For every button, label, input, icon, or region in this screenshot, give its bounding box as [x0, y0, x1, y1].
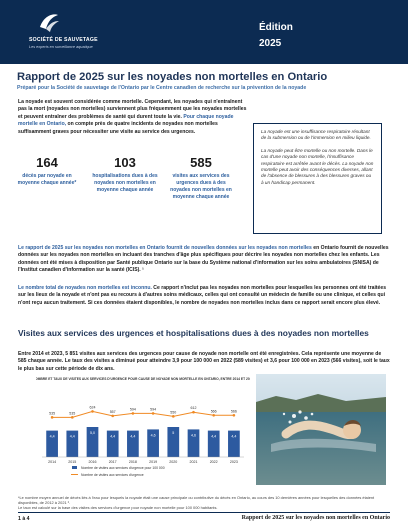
x-tick-label: 2019 — [149, 460, 158, 464]
line-data-label: 594 — [129, 407, 136, 412]
x-tick-label: 2014 — [48, 460, 57, 464]
definition-text-1: La noyade est une insuffisance respiratoire résultant de la submersion ou de l'immersion en milieu liquide. — [261, 129, 371, 141]
footnotes — [18, 495, 390, 511]
er-visits-chart — [36, 373, 250, 485]
count-point — [212, 414, 215, 417]
footnote-1: *Le nombre moyen annuel de décès liés à l'eau pour lesquels la noyade était une cause principale ou contributive du décès en Ontario, au cours des 10 dernières années pour lesquelles des données étaient disponibles, de 2012 à 2021 ². — [18, 495, 375, 506]
bar-data-label: 4,4 — [110, 434, 116, 439]
bar-data-label: 4,6 — [191, 433, 196, 438]
count-point — [111, 415, 114, 418]
report-description-highlight: Le rapport de 2025 sur les noyades non mortelles en Ontario fournit de nouvelles données sur les noyades non mortelles — [18, 245, 312, 251]
legend-label: Nombre de visites aux services d'urgence — [81, 473, 144, 477]
line-data-label: 550 — [170, 410, 177, 415]
page-subtitle: Préparé pour la Société de sauvetage de l'Ontario par le Centre canadien de recherche sur la prévention de la noyade — [17, 85, 307, 91]
bar-data-label: 5 — [172, 431, 175, 435]
bar-data-label: 4,4 — [49, 434, 55, 439]
society-logo-icon — [38, 11, 60, 33]
intro-highlight: Pour chaque noyade mortelle en Ontario, — [18, 113, 234, 128]
count-point — [132, 412, 135, 415]
line-data-label: 535 — [69, 411, 76, 416]
bar-data-label: 4,4 — [231, 434, 237, 439]
x-tick-label: 2021 — [189, 460, 198, 464]
intro-paragraph — [18, 99, 250, 136]
legend-label: Nombre de visites aux services d'urgence pour 100 000 — [81, 466, 165, 470]
line-data-label: 612 — [190, 406, 197, 411]
stat-hospitalizations-label: hospitalisations dues à des noyades non mortelles en moyenne chaque année — [92, 173, 158, 193]
stat-er-visits-label: visites aux services des urgences dues à des noyades non mortelles en moyenne chaque année — [170, 173, 232, 200]
org-name: SOCIÉTÉ DE SAUVETAGE — [29, 37, 98, 43]
count-point — [172, 415, 175, 418]
footer-divider — [18, 512, 390, 513]
unknown-total-highlight: Le nombre total de noyades non mortelles est inconnu. — [18, 285, 152, 291]
page-title: Rapport de 2025 sur les noyades non mortelles en Ontario — [17, 71, 328, 83]
report-description-paragraph — [18, 245, 390, 275]
line-data-label: 566 — [230, 409, 237, 414]
count-point — [152, 412, 155, 415]
stat-deaths-value: 164 — [36, 155, 58, 170]
chart-title: NOMBRE ET TAUX DE VISITES AUX SERVICES D'URGENCE POUR CAUSE DE NOYADE NON MORTELLE EN ONTARIO, ENTRE 2014 ET 2023 — [36, 377, 250, 381]
bar-data-label: 5,0 — [90, 431, 95, 435]
edition-year: 2025 — [259, 38, 282, 49]
unknown-total-text: Ce rapport n'inclut pas les noyades non mortelles pour lesquelles les personnes ont été traitées sur les lieux de la noyade et n'ont pas eu recours à d'autres soins médicaux, celles qui ont consulté un médecin de famille ou une clinique, et celles qui n'ont reçu aucun traitement. Si ces données étaient disponibles, le nombre de noyades non mortelles inclus dans ce rapport serait encore plus élevé. — [18, 285, 387, 306]
count-point — [91, 410, 94, 413]
bar-data-label: 4,6 — [150, 433, 156, 438]
stat-hospitalizations-value: 103 — [114, 155, 136, 170]
line-data-label: 566 — [210, 409, 217, 414]
org-tagline: Les experts en surveillance aquatique — [29, 45, 93, 49]
intro-text-2: on compte près de quatre incidents de noyades non mortelles suffisamment graves pour nécessiter une visite au service des urgences. — [18, 121, 218, 135]
legend-swatch — [72, 466, 77, 469]
count-point — [233, 414, 236, 417]
report-description-text: en Ontario fournit de nouvelles données sur les noyades non mortelles en incluant des tranches d'âge plus spécifiques pour décrire les noyades non mortelles chez les enfants. Les données ont été mises à disposition par Santé publique Ontario sur la base du Système national d'information sur les soins ambulatoires (SNISA) de l'Institut canadien d'information sur la santé (ICIS). ¹ — [18, 245, 389, 274]
footnote-2: Le taux est calculé sur la base des visites des services d'urgence pour noyade non mortelle pour 100 000 habitants. — [18, 505, 218, 511]
x-tick-label: 2022 — [209, 460, 218, 464]
unknown-total-paragraph — [18, 285, 390, 307]
bar-data-label: 4,4 — [69, 434, 75, 439]
line-data-label: 594 — [150, 407, 157, 412]
x-tick-label: 2016 — [88, 460, 97, 464]
section-heading: Visites aux services des urgences et hospitalisations dues à des noyades non mortelles — [18, 328, 369, 338]
swimmer-image — [256, 374, 386, 485]
x-tick-label: 2020 — [169, 460, 178, 464]
x-tick-label: 2018 — [128, 460, 137, 464]
swimmer-photo — [256, 374, 386, 485]
line-data-label: 557 — [109, 409, 116, 414]
line-data-label: 535 — [49, 411, 56, 416]
chart-canvas — [36, 373, 250, 485]
intro-text-1: La noyade est souvent considérée comme mortelle. Cependant, les noyades qui n'entraînent pas la mort (noyades non mortelles) surviennent plus fréquemment que les noyades mortelles et peuvent entraîner des problèmes de santé qui durent toute la vie. — [18, 99, 247, 120]
bar-data-label: 4,4 — [211, 434, 217, 439]
x-tick-label: 2017 — [108, 460, 117, 464]
footer-title: Rapport de 2025 sur les noyades non mortelles en Ontario — [241, 515, 390, 521]
stat-deaths-label: décès par noyade en moyenne chaque année* — [17, 173, 77, 186]
stat-er-visits-value: 585 — [190, 155, 212, 170]
bar-data-label: 4,4 — [130, 434, 136, 439]
x-tick-label: 2015 — [68, 460, 77, 464]
count-point — [51, 416, 54, 419]
line-data-label: 624 — [89, 405, 96, 410]
definition-text-2: La noyade peut être mortelle ou non mortelle. Dans le cas d'une noyade non mortelle, l'insuffisance respiratoire est arrêtée avant le décès. La noyade non mortelle peut avoir des conséquences diverses, allant de l'absence de blessures à des blessures graves ou à un handicap permanent. — [261, 147, 374, 185]
x-tick-label: 2023 — [229, 460, 238, 464]
section-paragraph: Entre 2014 et 2023, 5 851 visites aux services des urgences pour cause de noyade non mortelle ont été enregistrées. Cela représente une moyenne de 585 chaque année. Le taux des visites a diminué pour atteindre 3,9 pour 100 000 en 2022 (589 visites) et 3,6 pour 100 000 en 2023 (566 visites), soit le taux le plus bas sur cette période de dix ans. — [18, 351, 390, 372]
count-point — [192, 411, 195, 414]
header-banner — [0, 0, 408, 64]
edition-label: Édition — [259, 22, 293, 33]
page-number: 1 à 4 — [18, 516, 30, 522]
count-point — [71, 416, 74, 419]
definition-box — [253, 123, 382, 234]
count-line — [52, 411, 234, 417]
